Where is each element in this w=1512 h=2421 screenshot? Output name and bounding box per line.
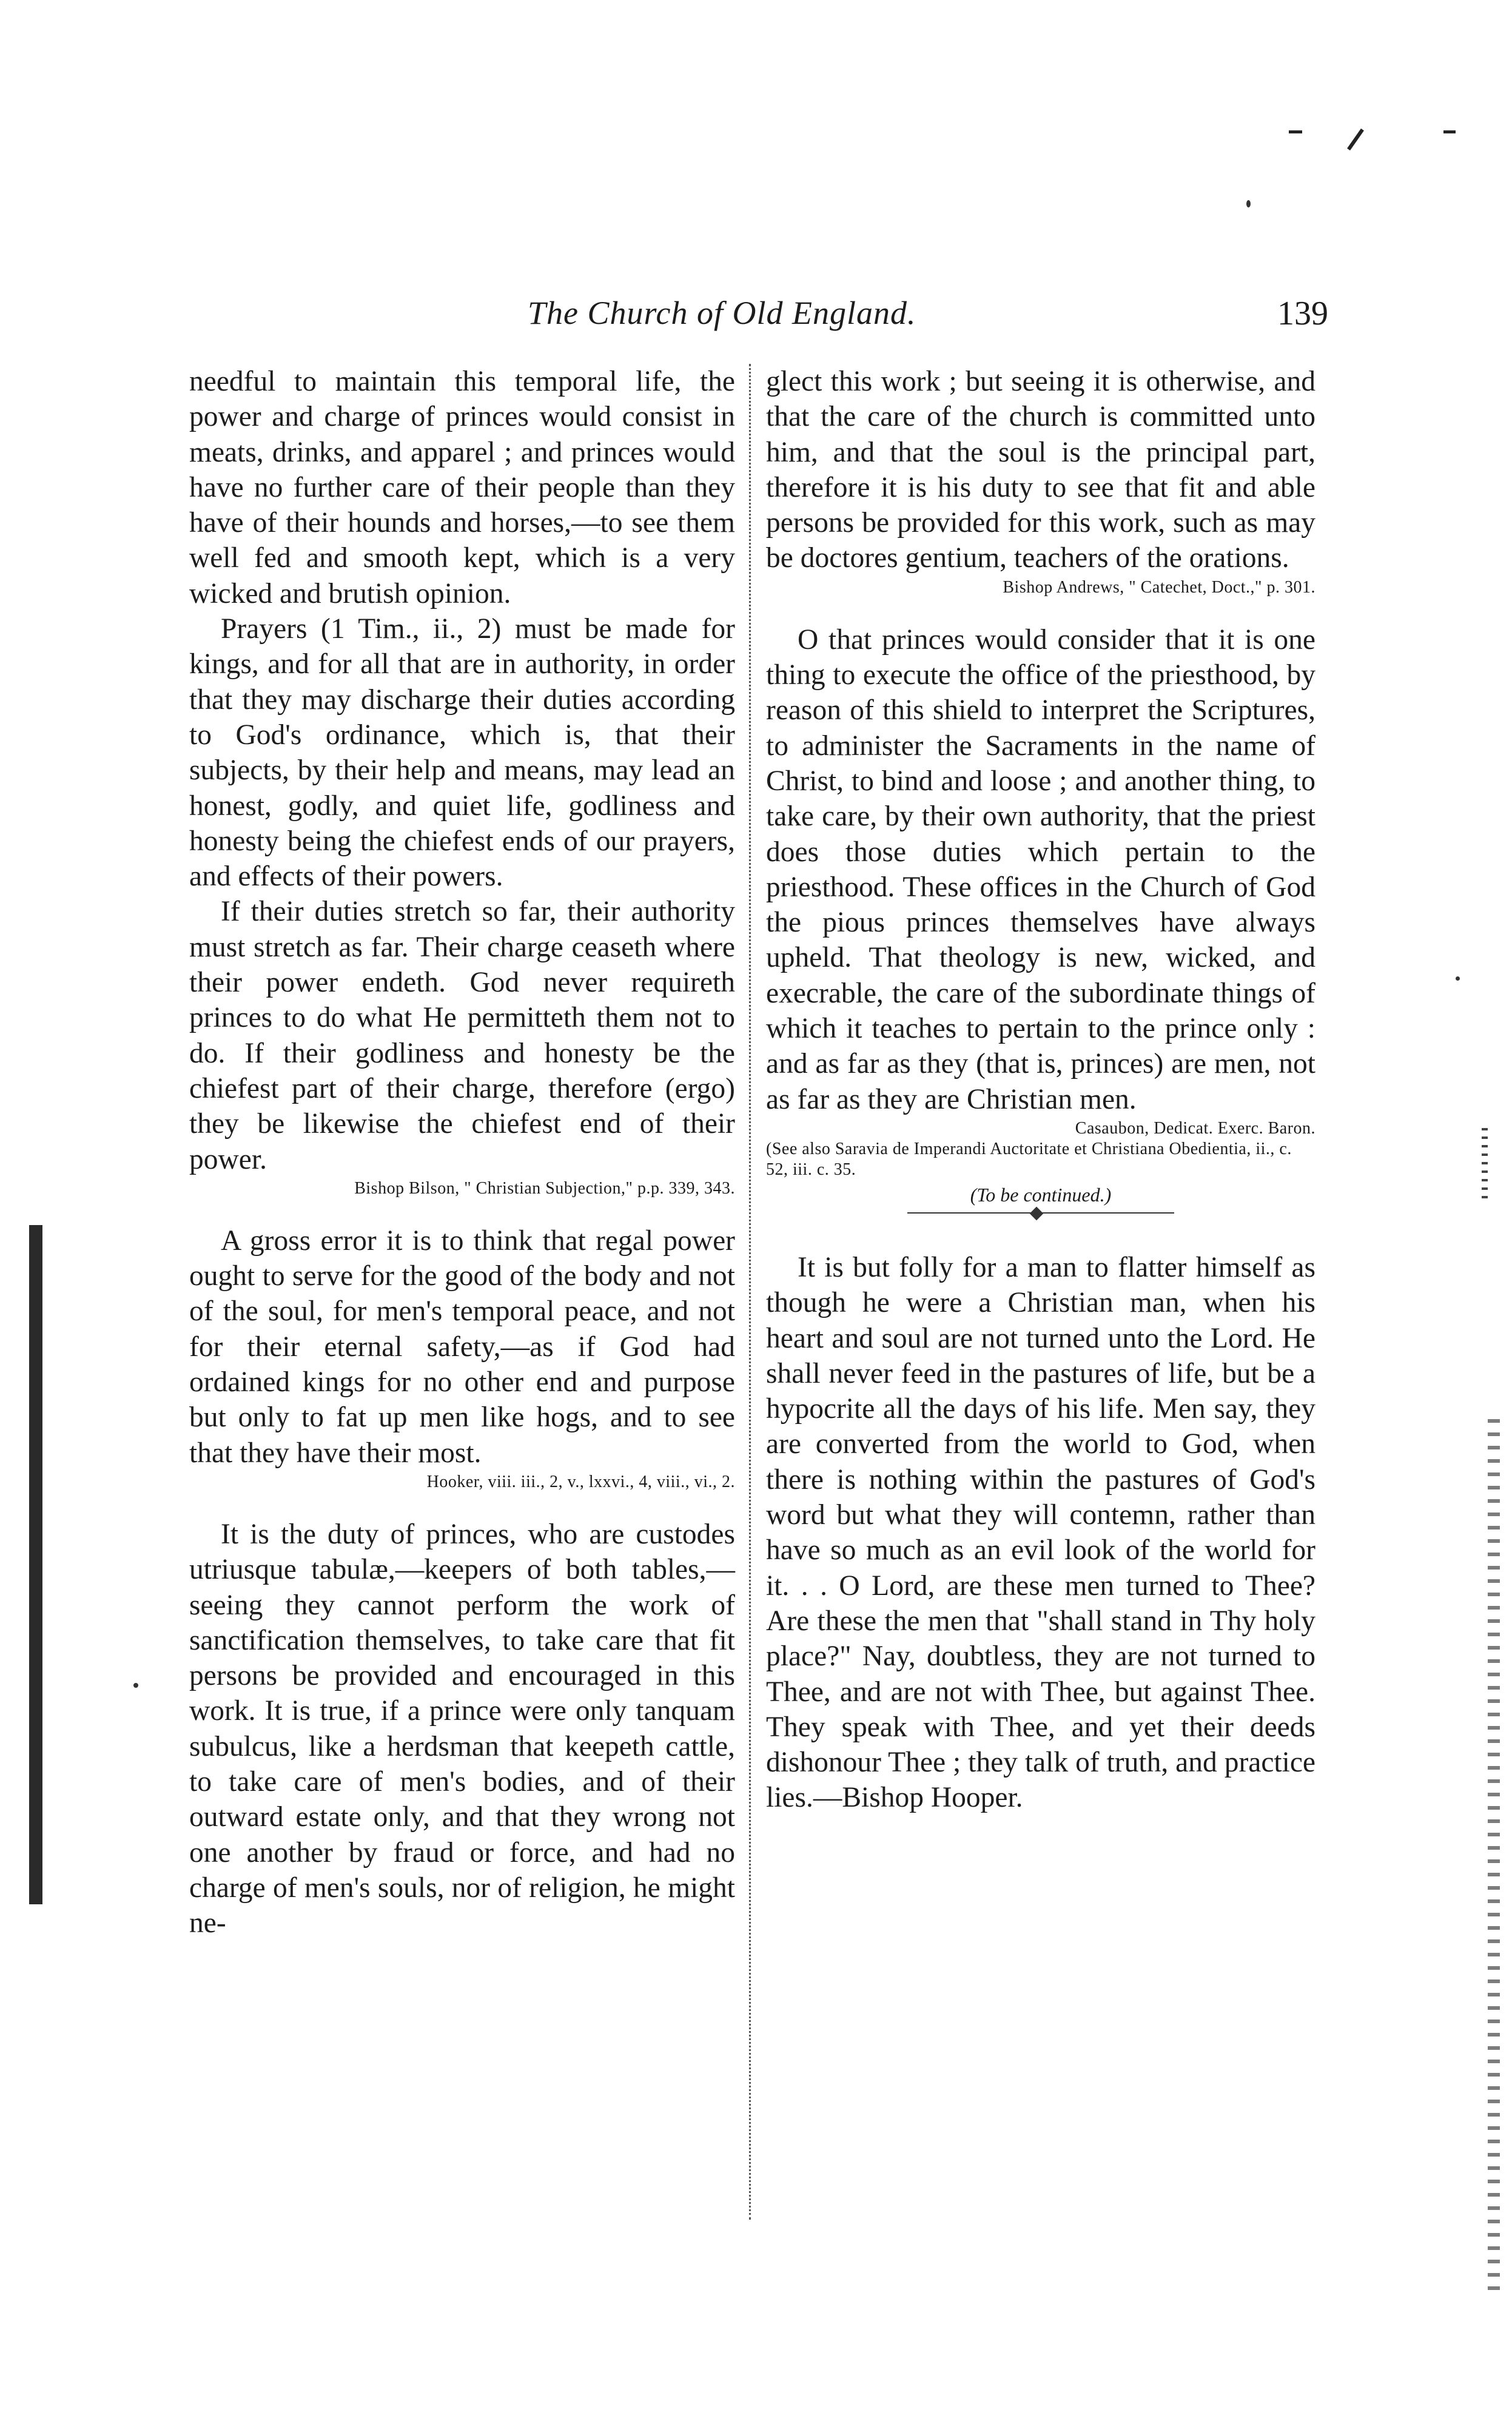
- left-column: [189, 364, 735, 1941]
- scan-edge-noise: [1488, 1419, 1500, 2298]
- to-be-continued: (To be continued.): [970, 1183, 1112, 1206]
- column-divider: [749, 364, 751, 2220]
- page-number: 139: [1277, 295, 1328, 332]
- rule-ornament-icon: [1030, 1207, 1044, 1221]
- citation: Bishop Bilson, " Christian Subjection," p.p. 339, 343.: [354, 1178, 735, 1198]
- paragraph: If their duties stretch so far, their authority must stretch as far. Their charge ceaseth where their power endeth. God never requireth princes to do what He permitteth them not to do. If their godliness and honesty be the chiefest part of their charge, therefore (ergo) they be likewise the chiefest end of their power.: [189, 896, 735, 1175]
- paragraph: Prayers (1 Tim., ii., 2) must be made for kings, and for all that are in authority, in order that they may discharge their duties according to God's ordinance, which is, that their subjects, by their help and means, may lead an honest, godly, and quiet life, godliness and honesty being the chiefest ends of our prayers, and effects of their powers.: [189, 613, 735, 893]
- page-header: [188, 294, 1340, 343]
- scan-speck: [1456, 976, 1460, 981]
- paragraph: It is but folly for a man to flatter himself as though he were a Christian man, when his heart and soul are not turned unto the Lord. He shall never feed in the pastures of life, but be a hypocrite all the days of his life. Men say, they are converted from the world to God, when there is nothing within the pastures of God's word but what they will contemn, rather than have so much as an evil look of the world for it. . . O Lord, are these men turned to Thee? Are these the men that "shall stand in Thy holy place?" Nay, doubtless, they are not turned to Thee, and are not with Thee, but against Thee. They speak with Thee, and yet their deeds dishonour Thee ; they talk of truth, and practice lies.—Bishop Hooper.: [766, 1251, 1315, 1814]
- right-column: [766, 364, 1315, 1816]
- scan-speck: [1347, 129, 1364, 150]
- scan-speck: [1443, 130, 1456, 133]
- scan-speck: [133, 1683, 138, 1688]
- section-rule: [907, 1212, 1174, 1214]
- citation: Hooker, viii. iii., 2, v., lxxvi., 4, viii., vi., 2.: [426, 1472, 735, 1491]
- scan-artifact-bar: [29, 1225, 42, 1904]
- paragraph: needful to maintain this temporal life, the power and charge of princes would consist in meats, drinks, and apparel ; and princes would have no further care of their people than they have of their hounds and horses,—to see them well fed and smooth kept, which is a very wicked and brutish opinion.: [189, 366, 735, 609]
- paragraph: A gross error it is to think that regal power ought to serve for the good of the body and not of the soul, for men's temporal peace, and not for their eternal safety,—as if God had ordained kings for no other end and purpose but only to fat up men like hogs, and to see that they have their most.: [189, 1224, 735, 1469]
- citation: Casaubon, Dedicat. Exerc. Baron.: [1075, 1118, 1315, 1138]
- paragraph: It is the duty of princes, who are custodes utriusque tabulæ,—keepers of both tables,—seeing they cannot perform the work of sanctification themselves, to take care that fit persons be provided and encouraged in this work. It is true, if a prince were only tanquam subulcus, like a herdsman that keepeth cattle, to take care of men's bodies, and of their outward estate only, and that they wrong not one another by fraud or force, and had no charge of men's souls, nor of religion, he might ne-: [189, 1518, 735, 1939]
- citation: Bishop Andrews, " Catechet, Doct.," p. 301.: [1003, 577, 1315, 597]
- citation: (See also Saravia de Imperandi Auctoritate et Christiana Obedientia, ii., c. 52, iii. c. 35.: [766, 1139, 1292, 1179]
- scan-edge-noise: [1482, 1128, 1488, 1201]
- running-title: The Church of Old England.: [528, 295, 916, 331]
- scan-speck: [1246, 200, 1251, 207]
- scan-speck: [1289, 130, 1302, 133]
- paragraph: O that princes would consider that it is one thing to execute the office of the priesthood, by reason of this shield to interpret the Scriptures, to administer the Sacraments in the name of Christ, to bind and loose ; and another thing, to take care, by their own authority, that the priest does those duties which pertain to the priesthood. These offices in the Church of God the pious princes themselves have always upheld. That theology is new, wicked, and execrable, the care of the subordinate things of which it teaches to pertain to the prince only : and as far as they (that is, princes) are men, not as far as they are Christian men.: [766, 623, 1315, 1115]
- paragraph: glect this work ; but seeing it is otherwise, and that the care of the church is committed unto him, and that the soul is the principal part, therefore it is his duty to see that fit and able persons be provided for this work, such as may be doctores gentium, teachers of the orations.: [766, 366, 1315, 574]
